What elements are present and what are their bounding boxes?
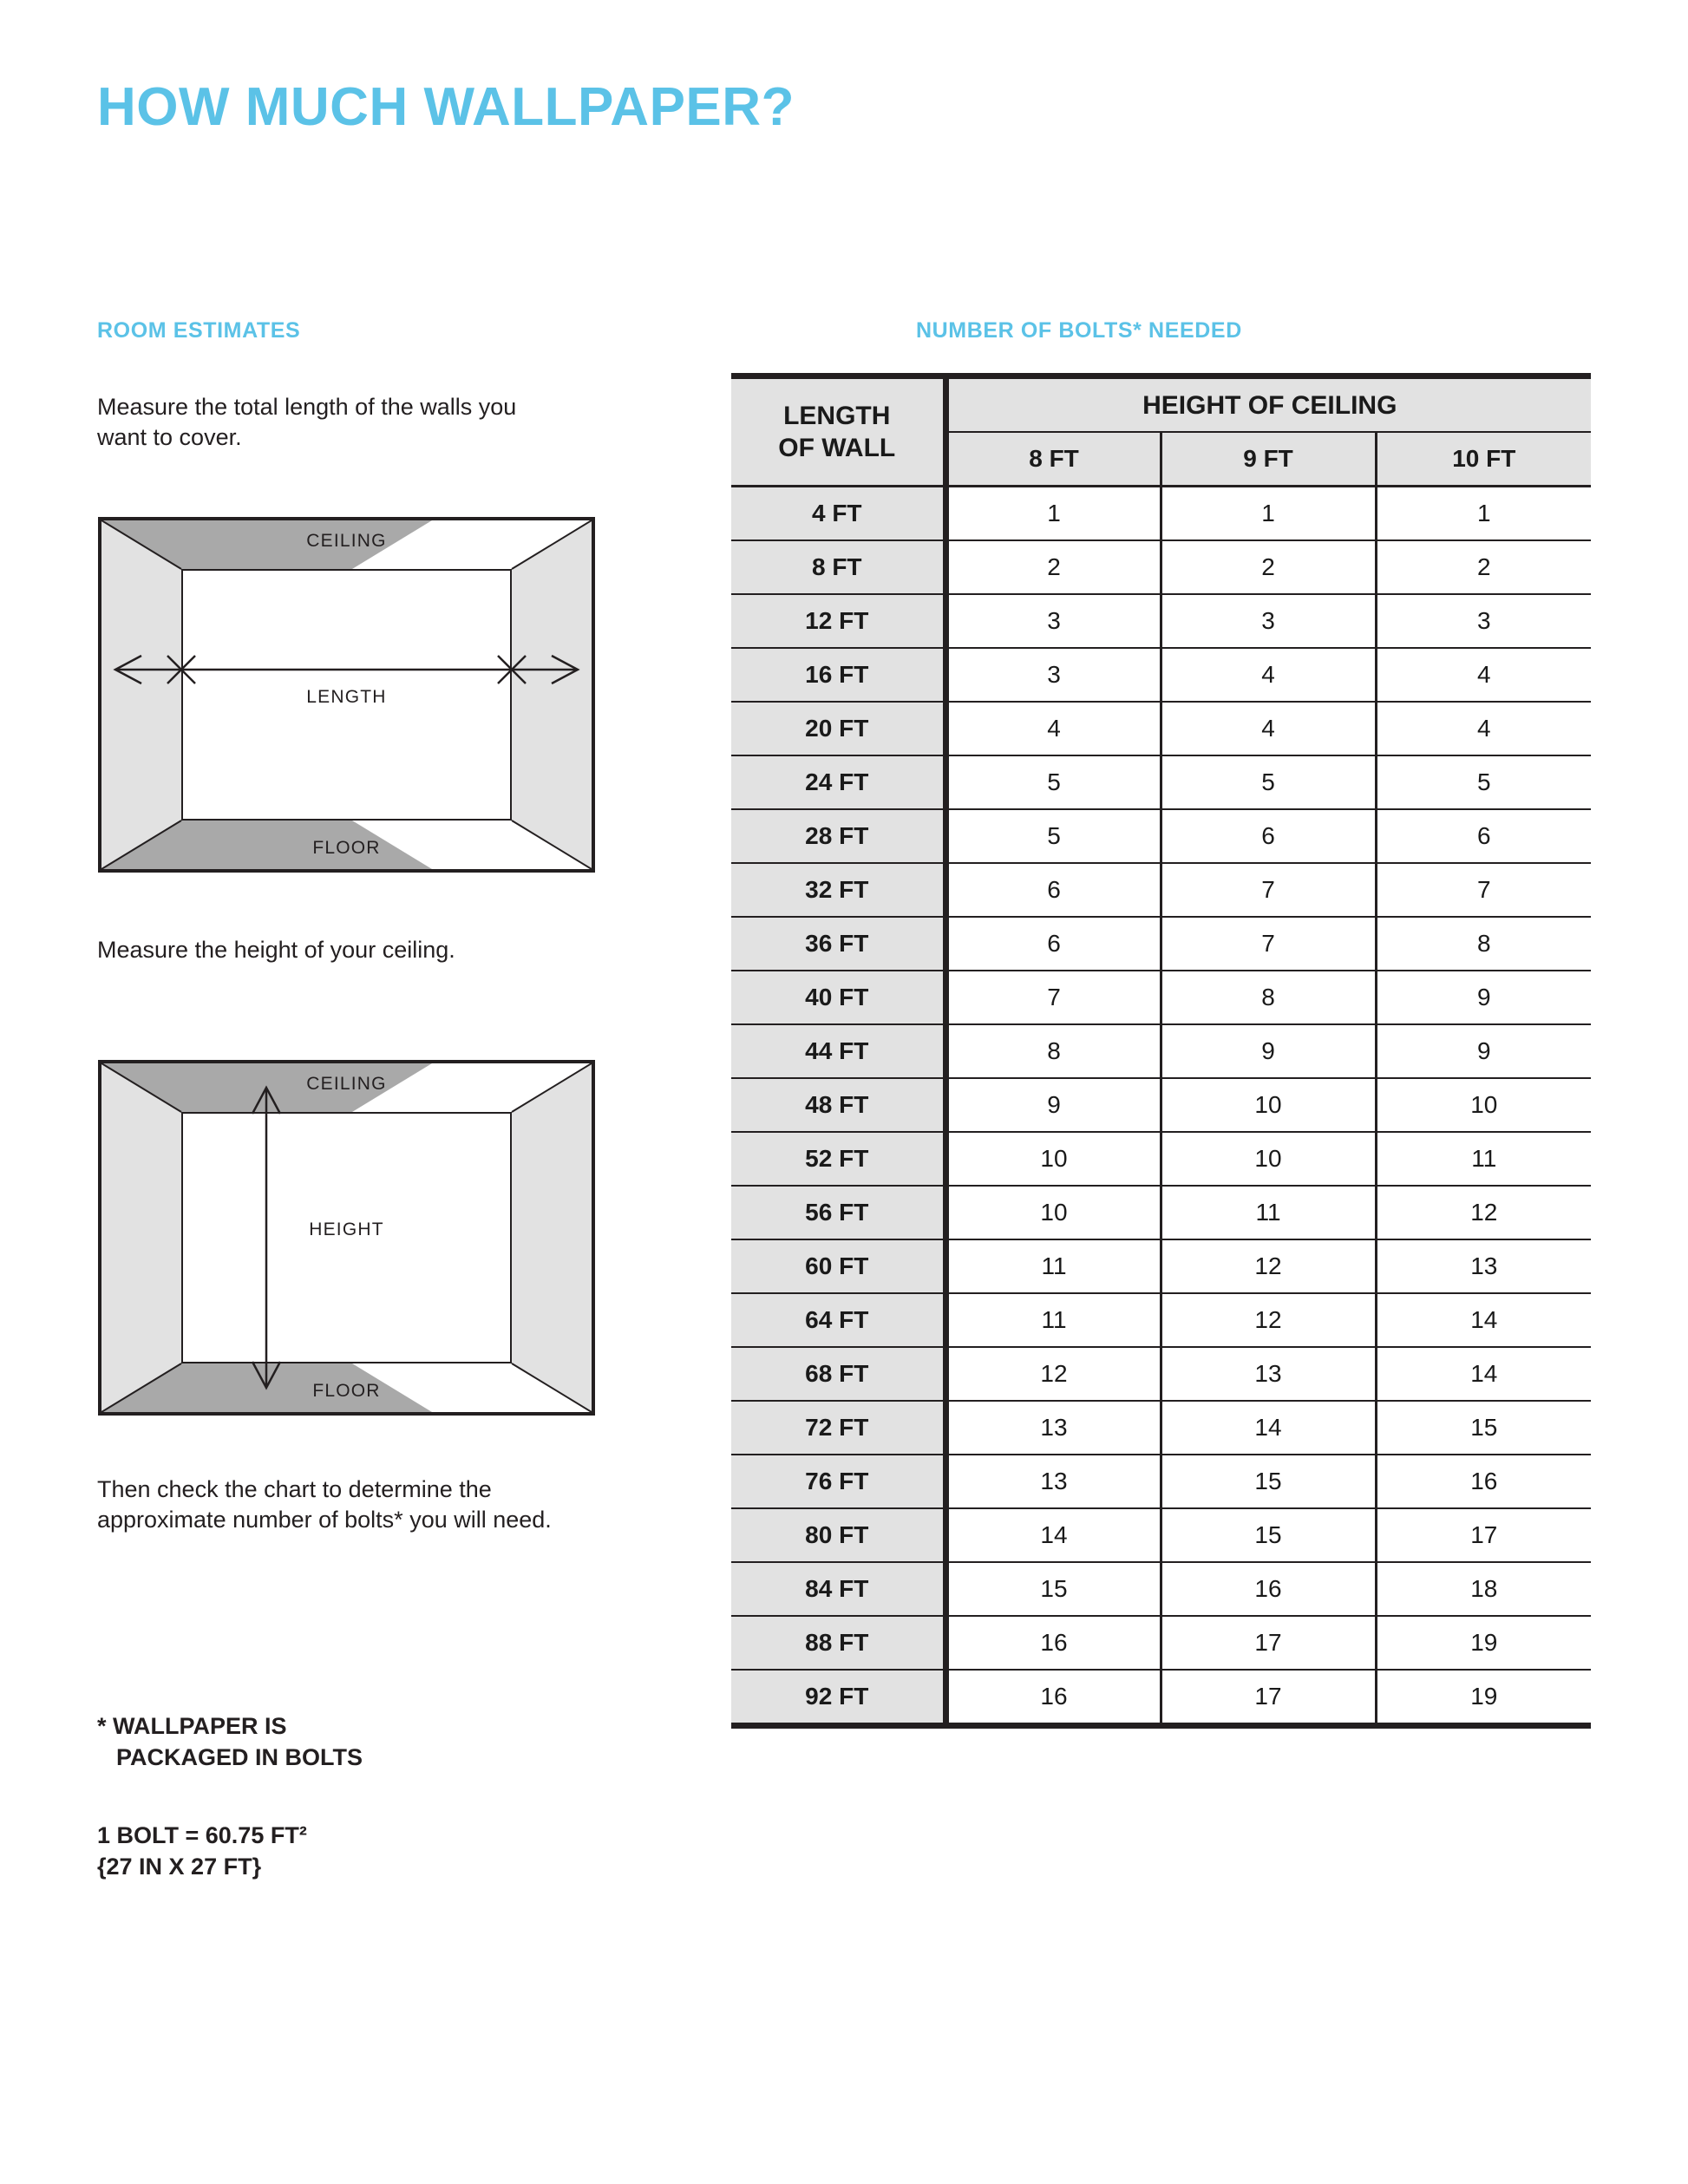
cell-8ft: 16 [945,1670,1161,1723]
row-label: 36 FT [731,917,945,971]
cell-10ft: 16 [1376,1455,1591,1508]
cell-9ft: 7 [1161,863,1376,917]
table-row [731,702,1591,755]
cell-10ft: 13 [1376,1239,1591,1293]
row-label: 56 FT [731,1186,945,1239]
cell-10ft: 2 [1376,540,1591,594]
bolts-table-head [731,376,1591,487]
table-row [731,863,1591,917]
cell-8ft: 3 [945,594,1161,648]
table-row [731,1562,1591,1616]
cell-8ft: 2 [945,540,1161,594]
cell-10ft: 14 [1376,1293,1591,1347]
table-row [731,1239,1591,1293]
row-label: 8 FT [731,540,945,594]
cell-10ft: 18 [1376,1562,1591,1616]
bolt-size-line2: {27 IN X 27 FT} [97,1854,262,1880]
cell-10ft: 4 [1376,648,1591,702]
cell-8ft: 13 [945,1401,1161,1455]
bolt-note [97,1710,583,1774]
cell-9ft: 10 [1161,1132,1376,1186]
cell-10ft: 17 [1376,1508,1591,1562]
cell-9ft: 15 [1161,1508,1376,1562]
height-measure-label: HEIGHT [309,1220,384,1239]
row-label: 28 FT [731,809,945,863]
cell-10ft: 19 [1376,1670,1591,1723]
bolts-table [731,373,1591,1723]
cell-10ft: 11 [1376,1132,1591,1186]
row-label: 84 FT [731,1562,945,1616]
length-measure-label: LENGTH [306,687,387,707]
table-row [731,1186,1591,1239]
row-label: 92 FT [731,1670,945,1723]
row-label: 20 FT [731,702,945,755]
cell-10ft: 6 [1376,809,1591,863]
cell-9ft: 3 [1161,594,1376,648]
row-label: 12 FT [731,594,945,648]
cell-10ft: 15 [1376,1401,1591,1455]
cell-10ft: 7 [1376,863,1591,917]
table-row [731,1508,1591,1562]
cell-8ft: 1 [945,487,1161,541]
ceiling-label: CEILING [306,1074,387,1094]
cell-8ft: 8 [945,1024,1161,1078]
bolt-size-note [97,1820,583,1883]
row-label: 64 FT [731,1293,945,1347]
bolt-note-line2: PACKAGED IN BOLTS [116,1744,363,1771]
cell-9ft: 14 [1161,1401,1376,1455]
room-estimates-heading: ROOM ESTIMATES [97,318,301,343]
cell-10ft: 3 [1376,594,1591,648]
row-label: 32 FT [731,863,945,917]
cell-8ft: 6 [945,863,1161,917]
cell-10ft: 12 [1376,1186,1591,1239]
table-row [731,487,1591,541]
cell-8ft: 12 [945,1347,1161,1401]
row-label: 48 FT [731,1078,945,1132]
cell-10ft: 1 [1376,487,1591,541]
table-row [731,594,1591,648]
header-col-8ft: 8 FT [945,432,1161,487]
row-label: 76 FT [731,1455,945,1508]
cell-8ft: 5 [945,809,1161,863]
instruction-step-3: Then check the chart to determine the approximate number of bolts* you will need. [97,1476,552,1533]
cell-9ft: 4 [1161,702,1376,755]
bolts-table-wrapper [731,373,1591,1723]
instruction-step-1: Measure the total length of the walls you want to cover. [97,394,517,451]
cell-9ft: 17 [1161,1670,1376,1723]
row-label: 52 FT [731,1132,945,1186]
cell-8ft: 7 [945,971,1161,1024]
table-row [731,1670,1591,1723]
row-label: 24 FT [731,755,945,809]
cell-10ft: 10 [1376,1078,1591,1132]
cell-9ft: 12 [1161,1293,1376,1347]
page-title: HOW MUCH WALLPAPER? [97,77,795,137]
header-col-10ft: 10 FT [1376,432,1591,487]
height-room-diagram [98,1060,595,1416]
floor-label: FLOOR [312,1381,381,1401]
cell-8ft: 5 [945,755,1161,809]
cell-8ft: 3 [945,648,1161,702]
cell-8ft: 10 [945,1186,1161,1239]
table-row [731,648,1591,702]
table-row [731,755,1591,809]
cell-9ft: 9 [1161,1024,1376,1078]
cell-8ft: 10 [945,1132,1161,1186]
table-row [731,1401,1591,1455]
cell-10ft: 8 [1376,917,1591,971]
cell-9ft: 17 [1161,1616,1376,1670]
cell-9ft: 10 [1161,1078,1376,1132]
row-label: 4 FT [731,487,945,541]
cell-8ft: 11 [945,1293,1161,1347]
cell-9ft: 1 [1161,487,1376,541]
table-row [731,1132,1591,1186]
cell-9ft: 15 [1161,1455,1376,1508]
cell-8ft: 15 [945,1562,1161,1616]
cell-9ft: 5 [1161,755,1376,809]
bolts-table-body [731,487,1591,1723]
table-row [731,540,1591,594]
cell-9ft: 8 [1161,971,1376,1024]
cell-9ft: 4 [1161,648,1376,702]
header-height-of-ceiling: HEIGHT OF CEILING [945,376,1591,433]
length-room-diagram [98,517,595,873]
table-row [731,1024,1591,1078]
table-header-row-group [731,376,1591,433]
row-label: 40 FT [731,971,945,1024]
row-label: 60 FT [731,1239,945,1293]
header-col-9ft: 9 FT [1161,432,1376,487]
floor-label: FLOOR [312,838,381,858]
table-row [731,1455,1591,1508]
cell-8ft: 6 [945,917,1161,971]
cell-8ft: 16 [945,1616,1161,1670]
bolt-size-line1: 1 BOLT = 60.75 FT² [97,1822,307,1848]
row-label: 88 FT [731,1616,945,1670]
ceiling-label: CEILING [306,531,387,551]
cell-10ft: 9 [1376,1024,1591,1078]
cell-10ft: 14 [1376,1347,1591,1401]
table-row [731,971,1591,1024]
bolt-note-line1: * WALLPAPER IS [97,1713,287,1739]
cell-8ft: 11 [945,1239,1161,1293]
cell-10ft: 4 [1376,702,1591,755]
height-room-perspective [101,1063,592,1412]
table-bottom-rule [731,1723,1591,1729]
header-length-of-wall: LENGTH OF WALL [731,376,945,487]
row-label: 72 FT [731,1401,945,1455]
cell-8ft: 13 [945,1455,1161,1508]
cell-9ft: 2 [1161,540,1376,594]
cell-10ft: 19 [1376,1616,1591,1670]
table-row [731,917,1591,971]
bolts-needed-heading: NUMBER OF BOLTS* NEEDED [916,318,1242,343]
cell-8ft: 14 [945,1508,1161,1562]
cell-10ft: 5 [1376,755,1591,809]
cell-8ft: 4 [945,702,1161,755]
cell-9ft: 7 [1161,917,1376,971]
cell-8ft: 9 [945,1078,1161,1132]
table-row [731,809,1591,863]
cell-10ft: 9 [1376,971,1591,1024]
cell-9ft: 11 [1161,1186,1376,1239]
cell-9ft: 12 [1161,1239,1376,1293]
cell-9ft: 13 [1161,1347,1376,1401]
cell-9ft: 6 [1161,809,1376,863]
instruction-step-2: Measure the height of your ceiling. [97,937,455,963]
table-row [731,1078,1591,1132]
table-row [731,1293,1591,1347]
row-label: 68 FT [731,1347,945,1401]
cell-9ft: 16 [1161,1562,1376,1616]
length-room-perspective [101,520,592,869]
row-label: 44 FT [731,1024,945,1078]
row-label: 80 FT [731,1508,945,1562]
row-label: 16 FT [731,648,945,702]
table-row [731,1347,1591,1401]
table-row [731,1616,1591,1670]
